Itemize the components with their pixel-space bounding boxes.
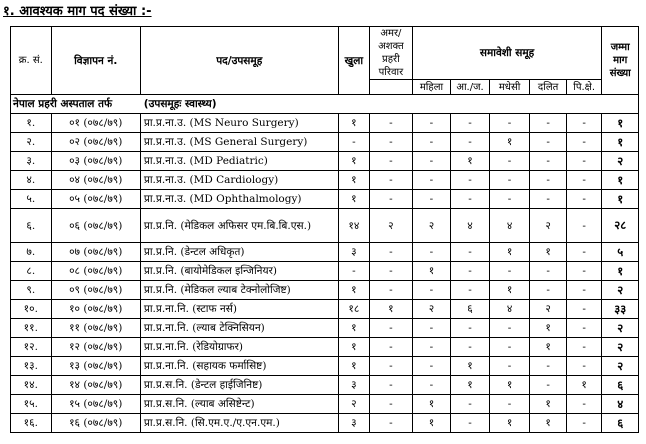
- cell-women: -: [412, 338, 451, 357]
- cell-dalit: -: [530, 171, 567, 190]
- cell-open: १: [338, 338, 369, 357]
- section-row: [11, 95, 639, 114]
- cell-pichhadiyeko: -: [566, 133, 602, 152]
- cell-pichhadiyeko: -: [566, 281, 602, 300]
- cell-post: प्रा.प्र.स.नि. (डेन्टल हाईजिनिष्ट): [140, 376, 338, 395]
- cell-open: ३: [338, 414, 369, 433]
- cell-women: -: [412, 171, 451, 190]
- cell-madhesi: ४: [489, 300, 530, 319]
- cell-post: प्रा.प्र.ना.नि. (सहायक फर्मासिष्ट): [140, 357, 338, 376]
- cell-madhesi: -: [489, 114, 530, 133]
- cell-pichhadiyeko: -: [566, 357, 602, 376]
- cell-pichhadiyeko: -: [566, 338, 602, 357]
- cell-dalit: १: [530, 243, 567, 262]
- header-women: महिला: [412, 80, 451, 95]
- cell-women: २: [412, 209, 451, 243]
- cell-dalit: -: [530, 376, 567, 395]
- header-inclusive: समावेशी समूह: [412, 27, 602, 80]
- cell-madhesi: १: [489, 243, 530, 262]
- cell-aj: -: [451, 414, 490, 433]
- cell-family: -: [370, 338, 413, 357]
- section-title: नेपाल प्रहरी अस्पताल तर्फ: [13, 98, 113, 110]
- cell-aj: १: [451, 357, 490, 376]
- cell-dalit: -: [530, 190, 567, 209]
- cell-sn: १५.: [11, 395, 52, 414]
- header-family: अमर/अशक्त प्रहरी परिवार: [370, 27, 413, 80]
- cell-aj: ६: [451, 300, 490, 319]
- cell-open: -: [338, 262, 369, 281]
- cell-pichhadiyeko: -: [566, 395, 602, 414]
- cell-madhesi: -: [489, 190, 530, 209]
- cell-sn: १०.: [11, 300, 52, 319]
- cell-open: -: [338, 133, 369, 152]
- cell-pichhadiyeko: -: [566, 209, 602, 243]
- table-row: [11, 190, 639, 209]
- cell-advertisement: ०४ (०७८/७९): [51, 171, 140, 190]
- cell-aj: -: [451, 319, 490, 338]
- cell-total: ५: [602, 243, 639, 262]
- table-row: [11, 300, 639, 319]
- cell-post: प्रा.प्र.नि. (मेडिकल ल्याब टेक्नोलोजिष्ट): [140, 281, 338, 300]
- cell-madhesi: -: [489, 319, 530, 338]
- cell-dalit: -: [530, 281, 567, 300]
- cell-family: १: [370, 300, 413, 319]
- cell-total: ३३: [602, 300, 639, 319]
- cell-post: प्रा.प्र.नि. (बायोमेडिकल इन्जिनियर): [140, 262, 338, 281]
- cell-dalit: २: [530, 300, 567, 319]
- header-madhesi: मधेसी: [489, 80, 530, 95]
- cell-sn: ५.: [11, 190, 52, 209]
- cell-pichhadiyeko: -: [566, 319, 602, 338]
- cell-family: -: [370, 171, 413, 190]
- cell-advertisement: १४ (०७८/७९): [51, 376, 140, 395]
- cell-madhesi: १: [489, 281, 530, 300]
- cell-total: २: [602, 152, 639, 171]
- cell-madhesi: -: [489, 395, 530, 414]
- cell-aj: -: [451, 338, 490, 357]
- cell-dalit: २: [530, 209, 567, 243]
- cell-madhesi: १: [489, 414, 530, 433]
- cell-total: १: [602, 133, 639, 152]
- cell-pichhadiyeko: -: [566, 152, 602, 171]
- cell-dalit: १: [530, 338, 567, 357]
- cell-sn: ११.: [11, 319, 52, 338]
- cell-post: प्रा.प्र.ना.उ. (MD Ophthalmology): [140, 190, 338, 209]
- header-open: खुला: [338, 27, 369, 95]
- cell-family: -: [370, 414, 413, 433]
- cell-post: प्रा.प्र.ना.नि. (रेडियोग्राफर): [140, 338, 338, 357]
- cell-madhesi: -: [489, 152, 530, 171]
- cell-women: १: [412, 414, 451, 433]
- cell-family: -: [370, 262, 413, 281]
- table-row: [11, 281, 639, 300]
- cell-women: २: [412, 300, 451, 319]
- cell-women: -: [412, 133, 451, 152]
- cell-sn: १४.: [11, 376, 52, 395]
- cell-aj: ४: [451, 209, 490, 243]
- cell-family: -: [370, 376, 413, 395]
- cell-sn: ६.: [11, 209, 52, 243]
- cell-total: २: [602, 338, 639, 357]
- cell-women: -: [412, 376, 451, 395]
- header-aj: आ./ज.: [451, 80, 490, 95]
- cell-post: प्रा.प्र.ना.उ. (MS General Surgery): [140, 133, 338, 152]
- cell-sn: १.: [11, 114, 52, 133]
- cell-pichhadiyeko: १: [566, 376, 602, 395]
- cell-sn: ८.: [11, 262, 52, 281]
- cell-total: ४: [602, 395, 639, 414]
- cell-total: २: [602, 319, 639, 338]
- cell-post: प्रा.प्र.नि. (डेन्टल अधिकृत): [140, 243, 338, 262]
- cell-madhesi: १: [489, 376, 530, 395]
- table-row: [11, 114, 639, 133]
- cell-dalit: १: [530, 319, 567, 338]
- cell-dalit: -: [530, 357, 567, 376]
- cell-women: -: [412, 243, 451, 262]
- cell-aj: १: [451, 152, 490, 171]
- cell-open: १: [338, 152, 369, 171]
- cell-aj: -: [451, 243, 490, 262]
- cell-family: -: [370, 152, 413, 171]
- cell-aj: -: [451, 133, 490, 152]
- cell-aj: -: [451, 262, 490, 281]
- cell-total: १: [602, 190, 639, 209]
- table-row: [11, 376, 639, 395]
- cell-sn: १६.: [11, 414, 52, 433]
- cell-women: -: [412, 281, 451, 300]
- cell-post: प्रा.प्र.नि. (मेडिकल अफिसर एम.बि.बि.एस.): [140, 209, 338, 243]
- cell-women: -: [412, 190, 451, 209]
- cell-post: प्रा.प्र.ना.उ. (MD Pediatric): [140, 152, 338, 171]
- cell-advertisement: ०७ (०७८/७९): [51, 243, 140, 262]
- cell-post: प्रा.प्र.ना.उ. (MD Cardiology): [140, 171, 338, 190]
- cell-total: ६: [602, 376, 639, 395]
- cell-aj: -: [451, 171, 490, 190]
- cell-open: १: [338, 357, 369, 376]
- header-pichhadiyeko: पि.क्षे.: [566, 80, 602, 95]
- cell-total: १: [602, 262, 639, 281]
- cell-post: प्रा.प्र.ना.उ. (MS Neuro Surgery): [140, 114, 338, 133]
- cell-pichhadiyeko: -: [566, 414, 602, 433]
- cell-pichhadiyeko: -: [566, 262, 602, 281]
- table-row: [11, 209, 639, 243]
- cell-open: ३: [338, 243, 369, 262]
- cell-post: प्रा.प्र.स.नि. (सि.एम.ए./ए.एन.एम.): [140, 414, 338, 433]
- cell-aj: १: [451, 376, 490, 395]
- cell-women: -: [412, 114, 451, 133]
- cell-open: १: [338, 114, 369, 133]
- header-sn: क्र. सं.: [11, 27, 52, 95]
- table-row: [11, 171, 639, 190]
- cell-open: १: [338, 281, 369, 300]
- cell-aj: -: [451, 395, 490, 414]
- cell-advertisement: ०५ (०७८/७९): [51, 190, 140, 209]
- cell-sn: ३.: [11, 152, 52, 171]
- cell-sn: ९.: [11, 281, 52, 300]
- page-heading: १. आवश्यक माग पद संख्या :-: [3, 4, 152, 19]
- cell-advertisement: ०९ (०७८/७९): [51, 281, 140, 300]
- cell-post: प्रा.प्र.स.नि. (ल्याब असिष्टेन्ट): [140, 395, 338, 414]
- header-family-cont: [370, 80, 413, 95]
- table-row: [11, 152, 639, 171]
- header-dalit: दलित: [530, 80, 567, 95]
- cell-family: -: [370, 357, 413, 376]
- cell-pichhadiyeko: -: [566, 114, 602, 133]
- cell-dalit: १: [530, 414, 567, 433]
- table-row: [11, 414, 639, 433]
- cell-madhesi: -: [489, 262, 530, 281]
- table-row: [11, 338, 639, 357]
- cell-family: -: [370, 281, 413, 300]
- cell-pichhadiyeko: -: [566, 190, 602, 209]
- table-row: [11, 243, 639, 262]
- cell-open: १: [338, 171, 369, 190]
- cell-sn: १३.: [11, 357, 52, 376]
- cell-total: ६: [602, 414, 639, 433]
- cell-family: २: [370, 209, 413, 243]
- cell-total: २: [602, 281, 639, 300]
- cell-advertisement: ०३ (०७८/७९): [51, 152, 140, 171]
- header-total: जम्मा माग संख्या: [602, 27, 639, 95]
- cell-open: १: [338, 190, 369, 209]
- demand-table: [10, 26, 639, 433]
- cell-aj: -: [451, 114, 490, 133]
- table-row: [11, 395, 639, 414]
- header-post: पद/उपसमूह: [140, 27, 338, 95]
- cell-advertisement: १६ (०७८/७९): [51, 414, 140, 433]
- cell-open: २: [338, 395, 369, 414]
- table-row: [11, 357, 639, 376]
- cell-dalit: -: [530, 133, 567, 152]
- cell-madhesi: -: [489, 357, 530, 376]
- cell-advertisement: १५ (०७८/७९): [51, 395, 140, 414]
- cell-madhesi: -: [489, 338, 530, 357]
- cell-women: १: [412, 262, 451, 281]
- cell-family: -: [370, 190, 413, 209]
- cell-advertisement: ०८ (०७८/७९): [51, 262, 140, 281]
- cell-total: १: [602, 171, 639, 190]
- cell-sn: १२.: [11, 338, 52, 357]
- cell-advertisement: १० (०७८/७९): [51, 300, 140, 319]
- cell-advertisement: ०२ (०७८/७९): [51, 133, 140, 152]
- cell-advertisement: ०१ (०७८/७९): [51, 114, 140, 133]
- cell-sn: ७.: [11, 243, 52, 262]
- table-row: [11, 133, 639, 152]
- cell-dalit: -: [530, 152, 567, 171]
- cell-family: -: [370, 243, 413, 262]
- cell-dalit: -: [530, 262, 567, 281]
- cell-aj: -: [451, 190, 490, 209]
- cell-post: प्रा.प्र.ना.नि. (ल्याब टेक्निसियन): [140, 319, 338, 338]
- section-subtitle: (उपसमूहः स्वास्थ्य): [143, 98, 217, 110]
- cell-family: -: [370, 395, 413, 414]
- cell-advertisement: १२ (०७८/७९): [51, 338, 140, 357]
- cell-open: ३: [338, 376, 369, 395]
- cell-women: -: [412, 319, 451, 338]
- cell-family: -: [370, 114, 413, 133]
- table-row: [11, 319, 639, 338]
- cell-sn: ४.: [11, 171, 52, 190]
- cell-total: २८: [602, 209, 639, 243]
- cell-dalit: १: [530, 395, 567, 414]
- cell-sn: २.: [11, 133, 52, 152]
- cell-family: -: [370, 133, 413, 152]
- header-advertisement: विज्ञापन नं.: [51, 27, 140, 95]
- cell-post: प्रा.प्र.ना.नि. (स्टाफ नर्स): [140, 300, 338, 319]
- cell-women: -: [412, 152, 451, 171]
- cell-family: -: [370, 319, 413, 338]
- cell-advertisement: १३ (०७८/७९): [51, 357, 140, 376]
- cell-pichhadiyeko: -: [566, 300, 602, 319]
- cell-aj: -: [451, 281, 490, 300]
- cell-advertisement: ०६ (०७८/७९): [51, 209, 140, 243]
- cell-pichhadiyeko: -: [566, 243, 602, 262]
- cell-total: २: [602, 357, 639, 376]
- cell-women: १: [412, 395, 451, 414]
- cell-madhesi: -: [489, 171, 530, 190]
- cell-open: १: [338, 319, 369, 338]
- table-row: [11, 262, 639, 281]
- cell-madhesi: ४: [489, 209, 530, 243]
- cell-total: १: [602, 114, 639, 133]
- cell-open: १४: [338, 209, 369, 243]
- cell-dalit: -: [530, 114, 567, 133]
- cell-pichhadiyeko: -: [566, 171, 602, 190]
- cell-advertisement: ११ (०७८/७९): [51, 319, 140, 338]
- cell-women: -: [412, 357, 451, 376]
- cell-open: १८: [338, 300, 369, 319]
- cell-madhesi: १: [489, 133, 530, 152]
